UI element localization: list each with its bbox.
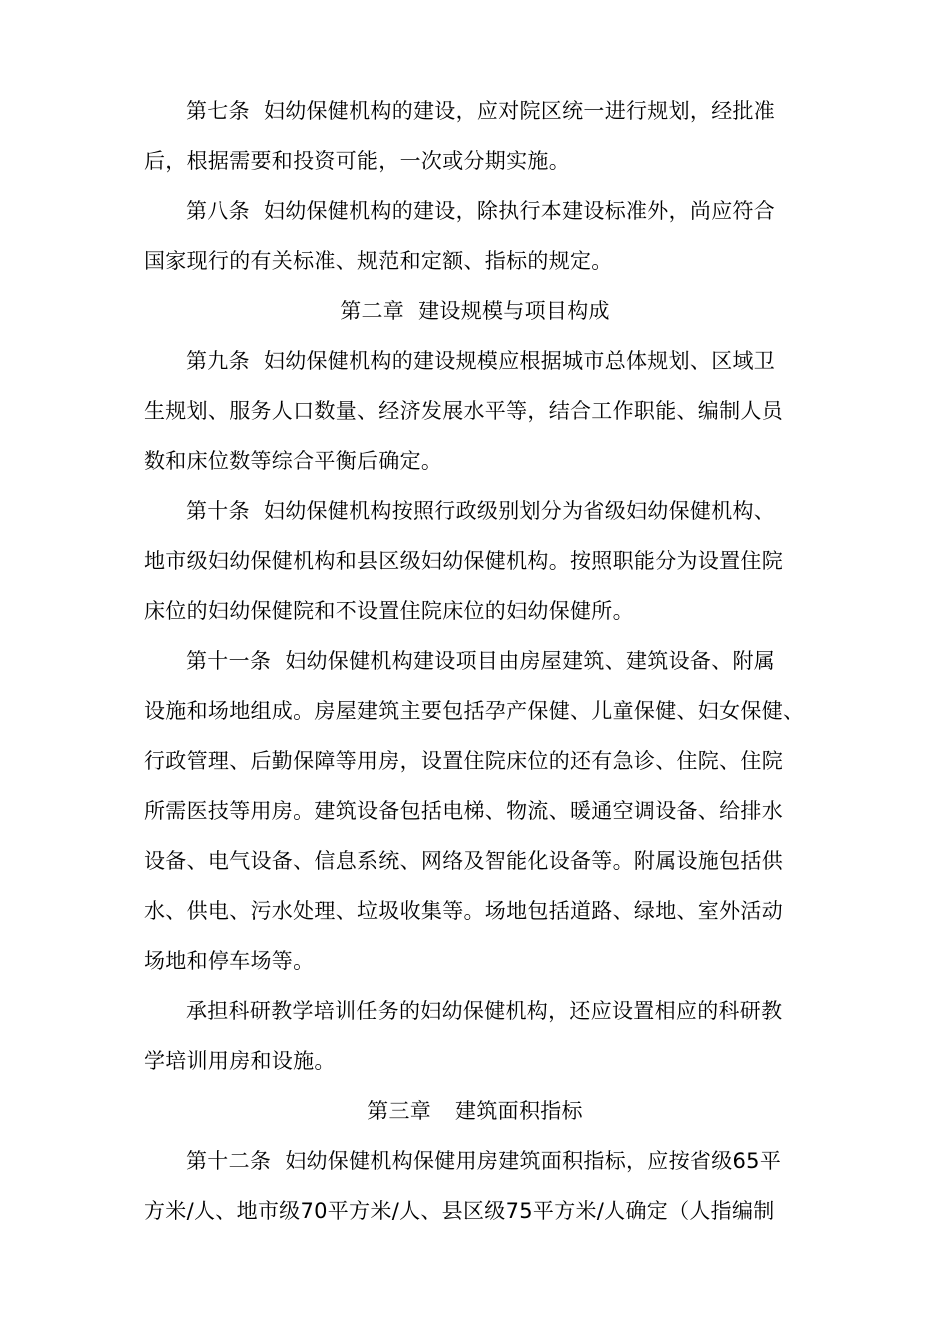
chapter-2-number: 第二章 <box>340 299 405 323</box>
article-11-line-4: 所需医技等用房。建筑设备包括电梯、物流、暖通空调设备、给排水 <box>144 799 783 823</box>
article-7-line-1 <box>186 96 812 126</box>
chapter-3-title: 建筑面积指标 <box>455 1099 583 1123</box>
article-9-line-3: 数和床位数等综合平衡后确定。 <box>144 449 443 473</box>
article-8-text-1: 妇幼保健机构的建设，除执行本建设标准外，尚应符合 <box>263 199 776 223</box>
article-9-text-1: 妇幼保健机构的建设规模应根据城市总体规划、区域卫 <box>263 349 776 373</box>
article-7-text-1: 妇幼保健机构的建设，应对院区统一进行规划，经批准 <box>263 99 776 123</box>
article-11-line-1 <box>186 646 812 676</box>
article-12-number: 第十二条 <box>186 1149 272 1173</box>
article-11-line-5: 设备、电气设备、信息系统、网络及智能化设备等。附属设施包括供 <box>144 849 783 873</box>
article-11-number: 第十一条 <box>186 649 272 673</box>
article-11-line-7: 场地和停车场等。 <box>144 949 315 973</box>
article-11-text-1: 妇幼保健机构建设项目由房屋建筑、建筑设备、附属 <box>285 649 776 673</box>
article-10-line-1 <box>186 496 812 526</box>
chapter-3-number: 第三章 <box>367 1099 432 1123</box>
article-9-line-1 <box>186 346 812 376</box>
article-9-number: 第九条 <box>186 349 250 373</box>
chapter-2-heading <box>144 296 806 326</box>
article-7-line-2: 后，根据需要和投资可能，一次或分期实施。 <box>144 149 570 173</box>
article-7-number: 第七条 <box>186 99 250 123</box>
article-10-text-1: 妇幼保健机构按照行政级别划分为省级妇幼保健机构、 <box>263 499 776 523</box>
research-paragraph-line-2: 学培训用房和设施。 <box>144 1049 336 1073</box>
article-12-text-1: 妇幼保健机构保健用房建筑面积指标，应按省级65平 <box>285 1149 782 1173</box>
article-8-line-1 <box>186 196 812 226</box>
article-11-line-2: 设施和场地组成。房屋建筑主要包括孕产保健、儿童保健、妇女保健、 <box>144 699 805 723</box>
article-10-number: 第十条 <box>186 499 250 523</box>
article-9-line-2: 生规划、服务人口数量、经济发展水平等，结合工作职能、编制人员 <box>144 399 783 423</box>
article-12-line-1 <box>186 1146 812 1176</box>
research-paragraph-line-1: 承担科研教学培训任务的妇幼保健机构，还应设置相应的科研教 <box>186 999 783 1023</box>
article-11-line-6: 水、供电、污水处理、垃圾收集等。场地包括道路、绿地、室外活动 <box>144 899 783 923</box>
chapter-2-title: 建设规模与项目构成 <box>418 299 610 323</box>
article-10-line-2: 地市级妇幼保健机构和县区级妇幼保健机构。按照职能分为设置住院 <box>144 549 783 573</box>
article-12-line-2: 方米/人、地市级70平方米/人、县区级75平方米/人确定（人指编制 <box>144 1199 775 1223</box>
article-8-number: 第八条 <box>186 199 250 223</box>
article-11-line-3: 行政管理、后勤保障等用房，设置住院床位的还有急诊、住院、住院 <box>144 749 783 773</box>
article-8-line-2: 国家现行的有关标准、规范和定额、指标的规定。 <box>144 249 613 273</box>
chapter-3-heading <box>144 1096 806 1126</box>
article-10-line-3: 床位的妇幼保健院和不设置住院床位的妇幼保健所。 <box>144 599 634 623</box>
